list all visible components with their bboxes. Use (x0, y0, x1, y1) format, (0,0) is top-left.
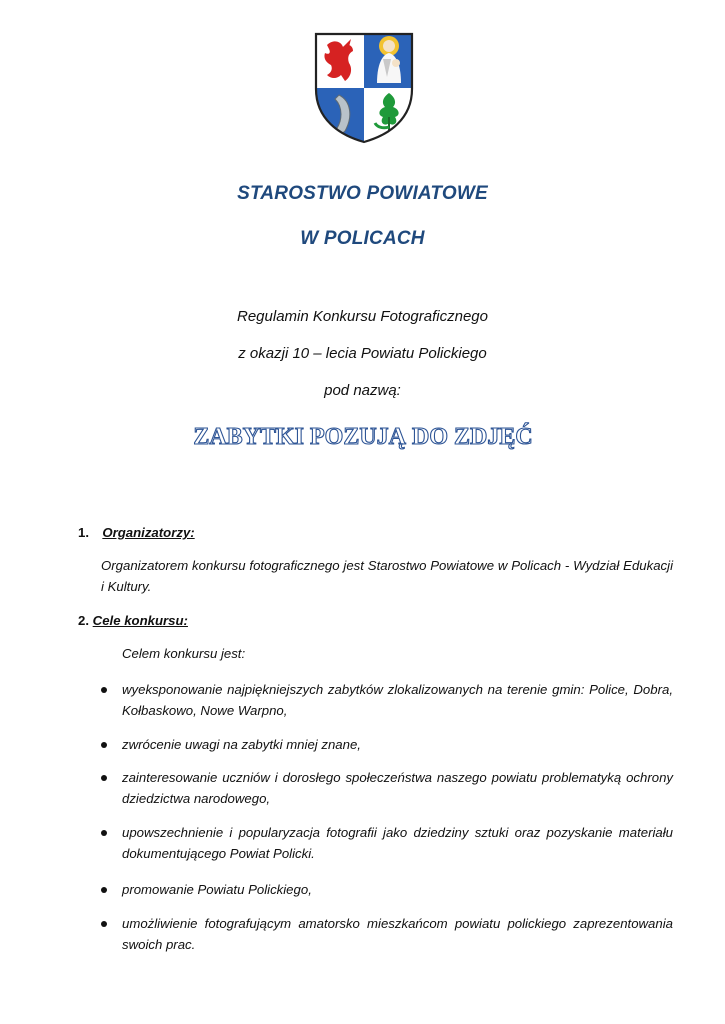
section-1-title: Organizatorzy: (102, 525, 195, 540)
contest-name: ZABYTKI POZUJĄ DO ZDJĘĆ (193, 424, 533, 450)
intro-line3: pod nazwą: (324, 382, 401, 399)
list-item-text: zainteresowanie uczniów i dorosłego społeczeństwa naszego powiatu problematyką ochrony dziedzictwa narodowego, (122, 770, 673, 806)
coat-of-arms-icon (313, 31, 415, 145)
section-2-heading (78, 610, 188, 631)
list-item-text: umożliwienie fotografującym amatorsko mieszkańcom powiatu polickiego zaprezentowania swoich prac. (122, 916, 673, 952)
section-1-text: Organizatorem konkursu fotograficznego jest Starostwo Powiatowe w Policach - Wydział Edukacji i Kultury. (101, 558, 673, 594)
intro-line1: Regulamin Konkursu Fotograficznego (237, 308, 488, 325)
bullet-icon (101, 687, 107, 693)
page-title-line1: STAROSTWO POWIATOWE (237, 183, 488, 204)
bullet-icon (101, 830, 107, 836)
bullet-icon (101, 921, 107, 927)
section-2-title: Cele konkursu: (92, 613, 188, 628)
contest-name-banner (0, 418, 725, 452)
section-1-heading (78, 522, 195, 543)
bullet-icon (101, 775, 107, 781)
list-item-text: zwrócenie uwagi na zabytki mniej znane, (122, 737, 361, 752)
list-item-text: promowanie Powiatu Polickiego, (122, 882, 312, 897)
section-2-lead: Celem konkursu jest: (122, 646, 246, 661)
page-title-line2: W POLICACH (300, 228, 425, 249)
intro-line2: z okazji 10 – lecia Powiatu Polickiego (238, 345, 487, 362)
section-1-number: 1. (78, 525, 89, 540)
bullet-icon (101, 742, 107, 748)
section-2-number: 2. (78, 613, 89, 628)
bullet-icon (101, 887, 107, 893)
list-item-text: upowszechnienie i popularyzacja fotografii jako dziedziny sztuki oraz pozyskanie materiału dokumentującego Powiat Policki. (122, 825, 673, 861)
list-item-text: wyeksponowanie najpiękniejszych zabytków zlokalizowanych na terenie gmin: Police, Dobra, Kołbaskowo, Nowe Warpno, (122, 682, 673, 718)
